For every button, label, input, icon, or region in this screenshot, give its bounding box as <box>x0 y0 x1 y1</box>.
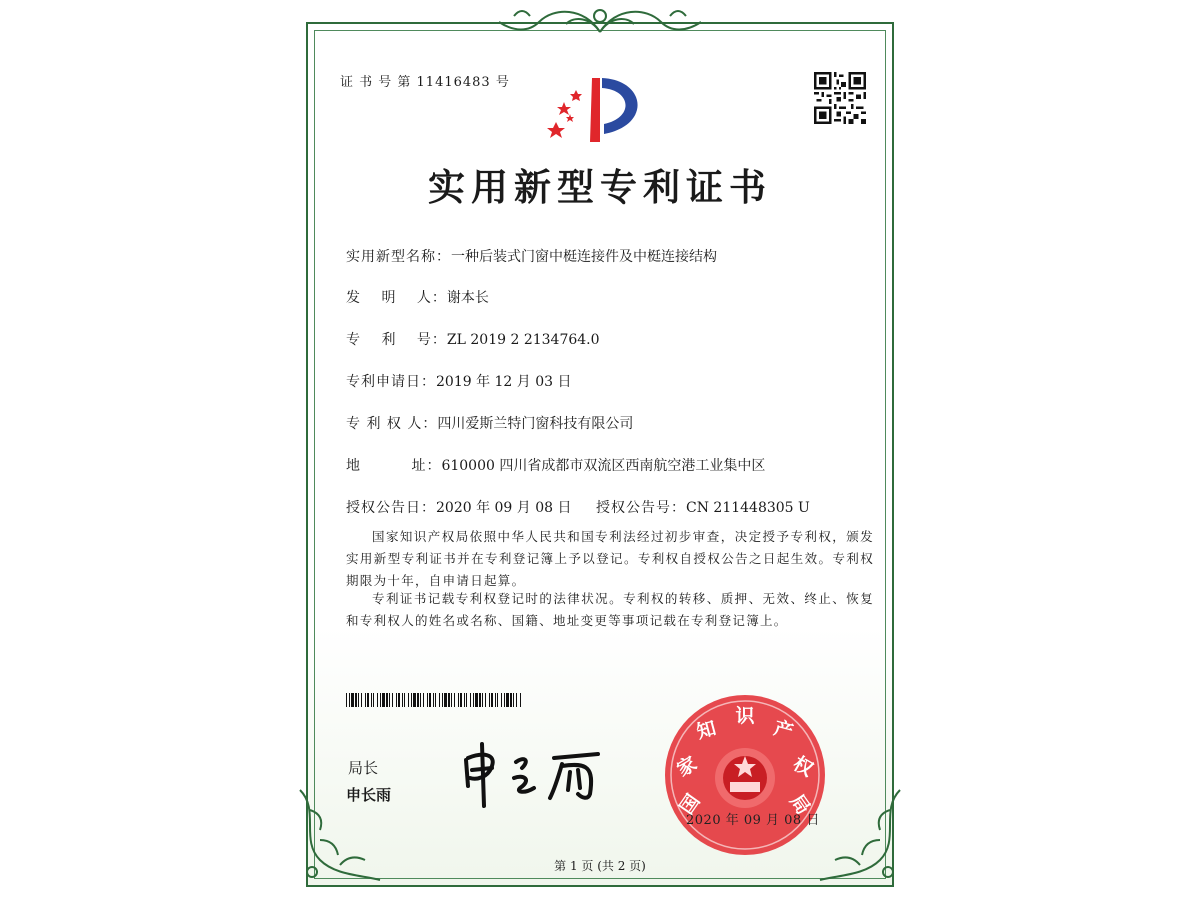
top-ornament-icon <box>494 2 706 40</box>
barcode-bar <box>451 693 452 707</box>
barcode-icon <box>346 693 522 707</box>
field-value: 2019 年 12 月 03 日 <box>436 374 572 390</box>
svg-text:国: 国 <box>675 790 705 819</box>
barcode-bar <box>427 693 428 707</box>
barcode-bar <box>404 693 405 707</box>
body-paragraph-2: 专利证书记载专利权登记时的法律状况。专利权的转移、质押、无效、终止、恢复和专利权人的姓名或名称、国籍、地址变更等事项记载在专利登记簿上。 <box>346 591 874 628</box>
svg-text:家: 家 <box>673 752 701 782</box>
field-value: 四川爱斯兰特门窗科技有限公司 <box>437 416 634 432</box>
field-label: 专 利 权 人： <box>346 416 438 432</box>
field-patent-number <box>346 329 600 349</box>
barcode-bar <box>504 693 505 707</box>
barcode-bar <box>392 693 393 707</box>
barcode-bar <box>454 693 455 707</box>
barcode-bar <box>413 693 416 707</box>
body-paragraph-1: 国家知识产权局依照中华人民共和国专利法经过初步审查，决定授予专利权，颁发实用新型专利证书并在专利登记簿上予以登记。专利权自授权公告之日起生效。专利权期限为十年，自申请日起算。 <box>346 529 874 588</box>
barcode-bar <box>367 693 369 707</box>
svg-text:识: 识 <box>735 705 755 727</box>
barcode-bar <box>448 693 450 707</box>
field-value: 2020 年 09 月 08 日 <box>436 500 572 516</box>
field-inventor <box>346 287 489 307</box>
barcode-bar <box>442 693 443 707</box>
barcode-bar <box>506 693 509 707</box>
field-value: ZL 2019 2 2134764.0 <box>446 332 600 348</box>
barcode-bar <box>420 693 421 707</box>
seal-date: 2020 年 09 月 08 日 <box>686 813 820 828</box>
barcode-bar <box>439 693 440 707</box>
barcode-bar <box>466 693 467 707</box>
certificate-title: 实用新型专利证书 <box>428 165 772 209</box>
barcode-bar <box>435 693 436 707</box>
field-design-name <box>346 246 717 266</box>
svg-text:权: 权 <box>789 752 817 782</box>
barcode-bar <box>429 693 431 707</box>
field-value: 一种后装式门窗中梃连接件及中梃连接结构 <box>451 249 717 265</box>
barcode-bar <box>349 693 350 707</box>
barcode-bar <box>380 693 381 707</box>
barcode-bar <box>475 693 478 707</box>
svg-text:知: 知 <box>694 717 719 744</box>
field-value: CN 211448305 U <box>686 500 810 516</box>
barcode-bar <box>464 693 465 707</box>
barcode-bar <box>470 693 471 707</box>
barcode-bar <box>520 693 521 707</box>
barcode-bar <box>479 693 481 707</box>
field-label: 实用新型名称： <box>346 249 451 265</box>
barcode-bar <box>351 693 354 707</box>
barcode-bar <box>444 693 447 707</box>
barcode-bar <box>377 693 378 707</box>
field-patentee <box>346 413 633 433</box>
barcode-bar <box>495 693 496 707</box>
barcode-bar <box>396 693 397 707</box>
page-number: 第 1 页 (共 2 页) <box>554 859 646 873</box>
field-application-date <box>346 371 572 391</box>
barcode-bar <box>497 693 498 707</box>
signatory-title: 局长 <box>348 759 379 777</box>
field-label: 专 利 号： <box>346 332 447 348</box>
field-grant-date <box>346 497 572 517</box>
barcode-bar <box>482 693 483 707</box>
barcode-bar <box>382 693 385 707</box>
barcode-bar <box>423 693 424 707</box>
field-grant-number <box>596 497 810 517</box>
field-label: 地 址： <box>346 458 442 474</box>
svg-text:局: 局 <box>785 790 815 819</box>
barcode-bar <box>489 693 490 707</box>
barcode-bar <box>408 693 409 707</box>
barcode-bar <box>433 693 434 707</box>
barcode-bar <box>355 693 357 707</box>
barcode-bar <box>501 693 502 707</box>
barcode-bar <box>358 693 359 707</box>
certificate-number: 证 书 号 第 11416483 号 <box>340 75 510 90</box>
official-seal-icon <box>660 690 830 860</box>
field-label: 发 明 人： <box>346 290 447 306</box>
barcode-bar <box>460 693 462 707</box>
barcode-bar <box>513 693 514 707</box>
signatory-name: 申长雨 <box>346 786 392 804</box>
barcode-bar <box>398 693 400 707</box>
barcode-bar <box>365 693 366 707</box>
barcode-bar <box>389 693 390 707</box>
svg-text:产: 产 <box>771 717 796 744</box>
handwritten-signature-icon <box>458 738 613 810</box>
barcode-bar <box>411 693 412 707</box>
barcode-bar <box>371 693 372 707</box>
barcode-bar <box>386 693 388 707</box>
barcode-bar <box>417 693 419 707</box>
barcode-bar <box>485 693 486 707</box>
field-label: 授权公告号： <box>596 500 686 516</box>
field-value: 谢本长 <box>446 290 489 306</box>
barcode-bar <box>346 693 347 707</box>
field-address <box>346 455 765 475</box>
barcode-bar <box>491 693 493 707</box>
field-value: 610000 四川省成都市双流区西南航空港工业集中区 <box>441 458 766 474</box>
field-label: 专利申请日： <box>346 374 436 390</box>
qr-code-icon <box>814 72 866 124</box>
patent-office-logo-icon <box>546 70 656 145</box>
field-label: 授权公告日： <box>346 500 436 516</box>
barcode-bar <box>473 693 474 707</box>
barcode-bar <box>361 693 362 707</box>
barcode-bar <box>402 693 403 707</box>
barcode-bar <box>458 693 459 707</box>
barcode-bar <box>516 693 517 707</box>
barcode-bar <box>510 693 512 707</box>
barcode-bar <box>373 693 374 707</box>
